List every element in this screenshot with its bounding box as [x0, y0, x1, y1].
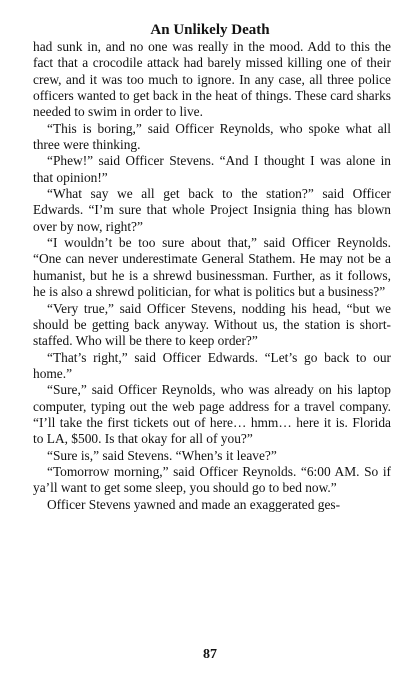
paragraph: “Phew!” said Officer Stevens. “And I thought I was alone in that opinion!” [33, 153, 391, 185]
paragraph: “What say we all get back to the station?” said Officer Edwards. “I’m sure that whole Project Insignia thing has blown over by now, right?” [33, 186, 391, 234]
paragraph: Officer Stevens yawned and made an exaggerated ges- [47, 496, 341, 512]
paragraph: had sunk in, and no one was really in the mood. Add to this the fact that a crocodile attack had barely missed killing one of their crew, and it was too much to ignore. In any case, all three police officers wanted to get back in the heat of things. These card sharks needed to swim in order to live. [33, 39, 391, 120]
paragraph: “This is boring,” said Officer Reynolds, who spoke what all three were thinking. [33, 120, 391, 153]
page-number: 87 [203, 647, 217, 662]
paragraph: “Sure,” said Officer Reynolds, who was already on his laptop computer, typing out the web page address for a travel company. “I’ll take the first tickets out of here… hmm… here it is. Florida to LA, $500. Is that okay for all of you?” [33, 382, 391, 447]
paragraph: “Tomorrow morning,” said Officer Reynolds. “6:00 AM. So if ya’ll want to get some sleep, you should go to bed now.” [33, 463, 391, 496]
body-text [33, 39, 391, 513]
paragraph: “Sure is,” said Stevens. “When’s it leave?” [47, 447, 277, 463]
paragraph: “Very true,” said Officer Stevens, nodding his head, “but we should be getting back anyway. Without us, the station is short-staffed. Who will be there to keep order?” [33, 300, 391, 349]
running-head-title: An Unlikely Death [150, 22, 270, 38]
paragraph: “That’s right,” said Officer Edwards. “Let’s go back to our home.” [33, 349, 391, 381]
paragraph: “I wouldn’t be too sure about that,” said Officer Reynolds. “One can never underestimate General Stathem. He may not be a humanist, but he is a shrewd businessman. Further, as it follows, he is also a shrewd politician, for what is politics but a business?” [33, 235, 391, 300]
